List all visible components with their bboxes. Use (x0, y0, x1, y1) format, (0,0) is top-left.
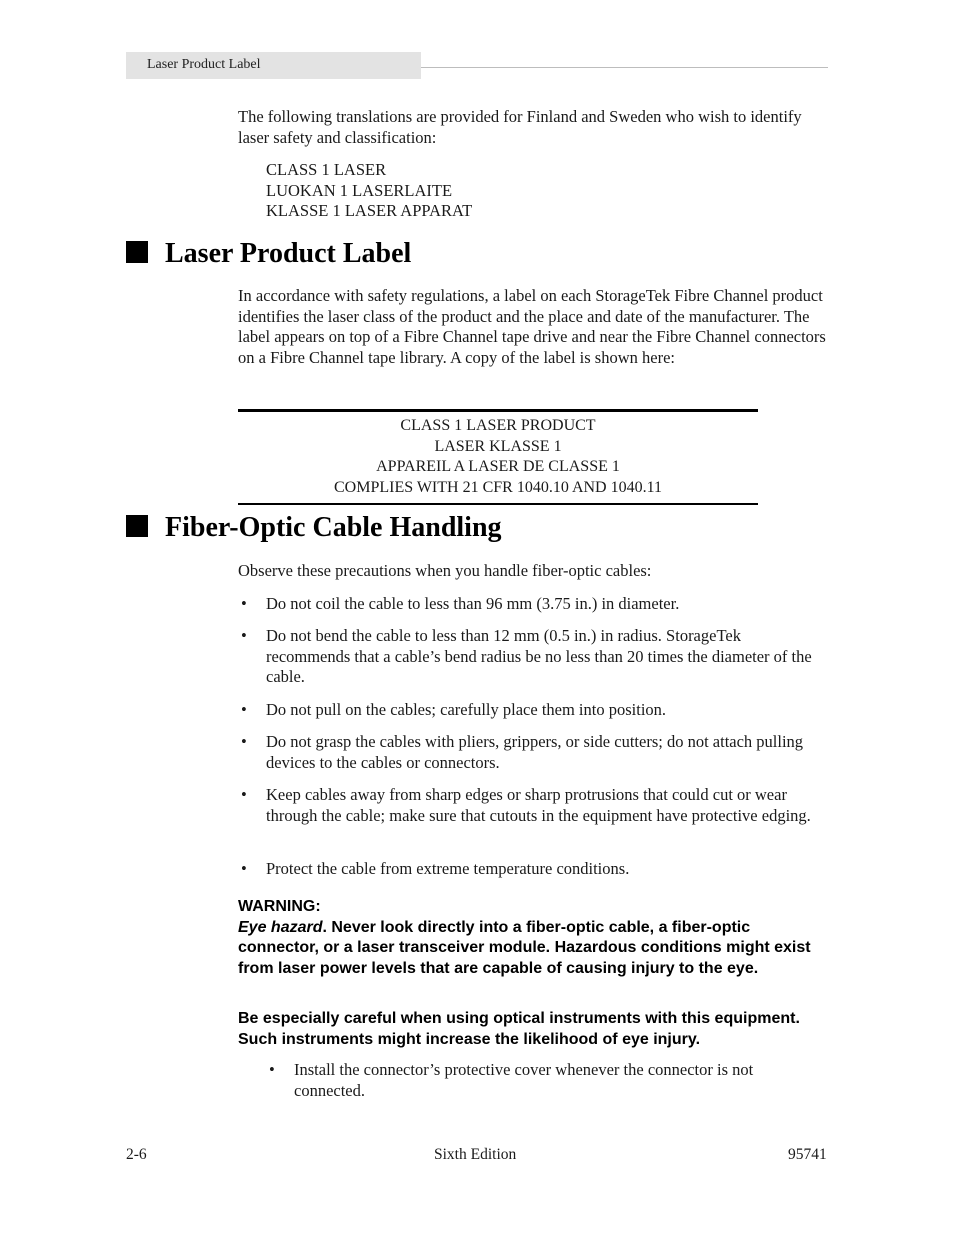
section-square-icon (126, 241, 148, 263)
bullet-icon: • (241, 785, 247, 804)
label-line: LASER KLASSE 1 (434, 437, 562, 455)
bullet-icon: • (241, 732, 247, 751)
label-line: COMPLIES WITH 21 CFR 1040.10 AND 1040.11 (333, 478, 663, 496)
bullet-icon: • (241, 859, 247, 878)
laser-label-box (238, 409, 758, 505)
footer-doc-number: 95741 (788, 1146, 827, 1163)
bullet-icon: • (241, 594, 247, 613)
warning-text: Eye hazard. Never look directly into a fiber-optic cable, a fiber-optic connector, or a laser transceiver module. Hazardous conditions might exist from laser power levels that are capable of causing injury to the eye. (238, 918, 811, 977)
label-line: CLASS 1 LASER PRODUCT (400, 417, 596, 434)
section-heading-text: Laser Product Label (165, 238, 412, 269)
section-square-icon (126, 515, 148, 537)
section-heading-cable-handling (126, 512, 502, 544)
label-line: APPAREIL A LASER DE CLASSE 1 (376, 458, 620, 475)
bullet-icon: • (241, 700, 247, 719)
warning-caution: Be especially careful when using optical instruments with this equipment. Such instruments might increase the likelihood of eye injury. (238, 1010, 800, 1048)
header-rule (421, 67, 828, 68)
running-header-label: Laser Product Label (147, 57, 261, 72)
translation-list (266, 160, 472, 222)
section-heading-laser-label (126, 238, 411, 270)
warning-block (238, 897, 833, 979)
cable-intro-paragraph: Observe these precautions when you handle fiber-optic cables: (238, 561, 652, 580)
running-header-tab (126, 52, 421, 79)
translation-line: CLASS 1 LASER (266, 160, 387, 179)
warning-title: WARNING: (238, 898, 321, 915)
laser-label-paragraph: In accordance with safety regulations, a label on each StorageTek Fibre Channel product identifies the laser class of the product and the place and date of the manufacturer. The label appears on top of a Fibre Channel tape drive and near the Fibre Channel connectors on a Fibre Channel tape library. A copy of the label is shown here: (238, 286, 826, 367)
section-heading-text: Fiber-Optic Cable Handling (165, 512, 502, 543)
translation-line: KLASSE 1 LASER APPARAT (266, 201, 473, 220)
bullet-icon: • (241, 626, 247, 645)
translation-line: LUOKAN 1 LASERLAITE (266, 180, 453, 200)
bullet-icon: • (269, 1060, 275, 1079)
warning-hazard: Eye hazard (238, 918, 323, 936)
footer-edition: Sixth Edition (434, 1146, 517, 1163)
footer-page-number: 2-6 (126, 1146, 147, 1163)
intro-paragraph: The following translations are provided for Finland and Sweden who wish to identify laser safety and classification: (238, 107, 802, 147)
